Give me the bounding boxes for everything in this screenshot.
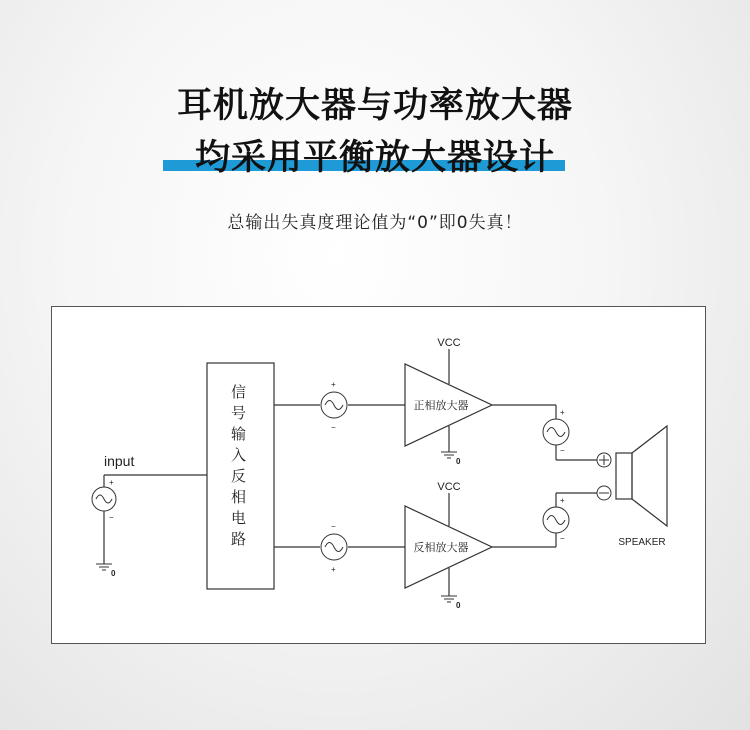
pol-mark: − bbox=[331, 423, 336, 432]
ground-icon bbox=[441, 596, 457, 602]
subtitle: 总输出失真度理论值为“0”即0失真！ bbox=[227, 213, 523, 233]
pol-mark: − bbox=[109, 513, 114, 522]
pol-mark: + bbox=[109, 478, 114, 487]
amp-top-label: 正相放大器 bbox=[413, 400, 469, 412]
pol-mark: − bbox=[560, 446, 565, 455]
ground-label: 0 bbox=[456, 457, 461, 466]
pol-mark: + bbox=[560, 408, 565, 417]
input-label: input bbox=[104, 453, 135, 469]
splitter-label: 信号输入反相电路 bbox=[230, 384, 250, 548]
pol-mark: + bbox=[331, 380, 336, 389]
pol-mark: + bbox=[331, 565, 336, 574]
vcc-top-label: VCC bbox=[437, 337, 461, 349]
circuit-diagram-panel bbox=[51, 306, 706, 644]
speaker-label: SPEAKER bbox=[618, 537, 666, 548]
pol-mark: − bbox=[560, 534, 565, 543]
ground-icon bbox=[96, 564, 112, 570]
amp-bottom-label: 反相放大器 bbox=[413, 542, 469, 554]
vcc-bottom-label: VCC bbox=[437, 481, 461, 493]
title-line-2: 均采用平衡放大器设计 bbox=[194, 138, 555, 178]
speaker-magnet bbox=[616, 453, 632, 499]
speaker-cone bbox=[632, 426, 667, 526]
title-line-1: 耳机放大器与功率放大器 bbox=[176, 86, 573, 126]
ground-label: 0 bbox=[456, 601, 461, 610]
ground-icon bbox=[441, 452, 457, 458]
pol-mark: − bbox=[331, 522, 336, 531]
ground-label: 0 bbox=[111, 569, 116, 578]
circuit-diagram bbox=[52, 307, 707, 645]
pol-mark: + bbox=[560, 496, 565, 505]
